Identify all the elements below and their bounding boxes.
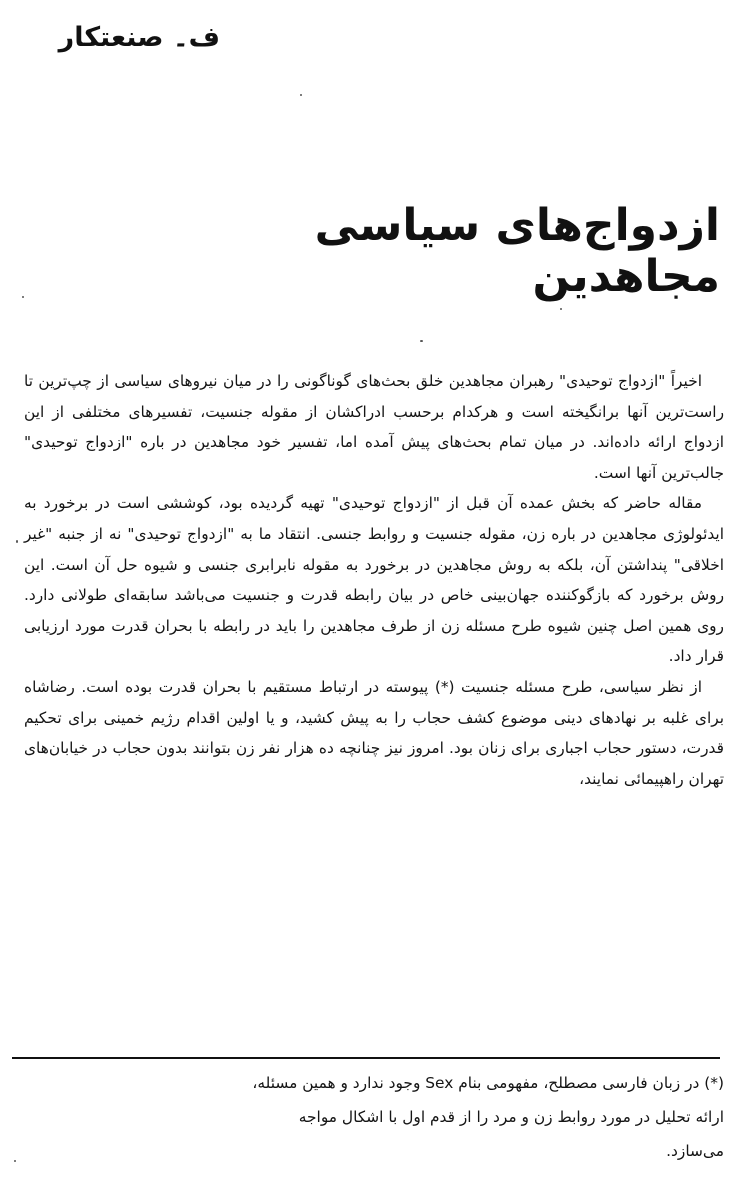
print-speck bbox=[560, 308, 562, 310]
author-name: ف۔ صنعتکار bbox=[58, 22, 220, 53]
paragraph: از نظر سیاسی، طرح مسئله جنسیت (*) پیوسته در ارتباط مستقیم با بحران قدرت بوده است. رضاشاه برای غلبه بر نهادهای دینی موضوع کشف حجاب را به پیش کشید، و یا اولین اقدام رژیم خمینی برای تحکیم قدرت، دستور حجاب اجباری برای زنان بود. امروز نیز چنانچه ده هزار نفر زن بتوانند بدون حجاب در خیابان‌های تهران راهپیمائی نمایند، bbox=[24, 677, 724, 788]
footnote-line: می‌سازد. bbox=[666, 1142, 724, 1160]
footnote-line: ارائه تحلیل در مورد روابط زن و مرد را از قدم اول با اشکال مواجه bbox=[298, 1108, 724, 1126]
print-speck bbox=[300, 94, 302, 96]
print-speck bbox=[22, 296, 24, 298]
article-title: ازدواج‌های سیاسی مجاهدین bbox=[314, 200, 720, 302]
paragraph: مقاله حاضر که بخش عمده آن قبل از "ازدواج توحیدی" تهیه گردیده بود، کوششی است در برخورد به ایدئولوژی مجاهدین در باره زن، مقوله جنسیت و روابط جنسی. انتقاد ما به "ازدواج توحیدی" نه از جنبه "غیر اخلاقی" پنداشتن آن، بلکه به روش مجاهدین در برخورد به مقوله نابرابری جنسی و شیوه حل آن است. این روش برخورد که بازگوکننده جهان‌بینی خاص در بیان رابطه قدرت و جنسیت می‌باشد سابقه‌ای طولانی دارد. روی همین اصل چنین شیوه طرح مسئله زن از طرف مجاهدین را باید در رابطه با بحران قدرت مورد ارزیابی قرار داد. bbox=[24, 494, 724, 666]
footnote-divider bbox=[12, 1057, 720, 1059]
footnote bbox=[24, 1066, 724, 1168]
print-speck bbox=[16, 540, 18, 543]
footnote-line: (*) در زبان فارسی مصطلح، مفهومی بنام Sex وجود ندارد و همین مسئله، bbox=[252, 1074, 724, 1092]
article-body bbox=[24, 366, 724, 794]
print-speck bbox=[14, 1160, 16, 1162]
paragraph: اخیراً "ازدواج توحیدی" رهبران مجاهدین خلق بحث‌های گوناگونی را در میان نیروهای سیاسی از چپ‌ترین تا راست‌ترین آنها برانگیخته است و هرکدام برحسب ادراکشان از مقوله جنسیت، تفسیرهای مختلفی از این ازدواج ارائه داده‌اند. در میان تمام بحث‌های پیش آمده اما، تفسیر خود مجاهدین در باره "ازدواج توحیدی" جالب‌ترین آنها است. bbox=[24, 372, 724, 482]
print-speck bbox=[420, 340, 423, 342]
